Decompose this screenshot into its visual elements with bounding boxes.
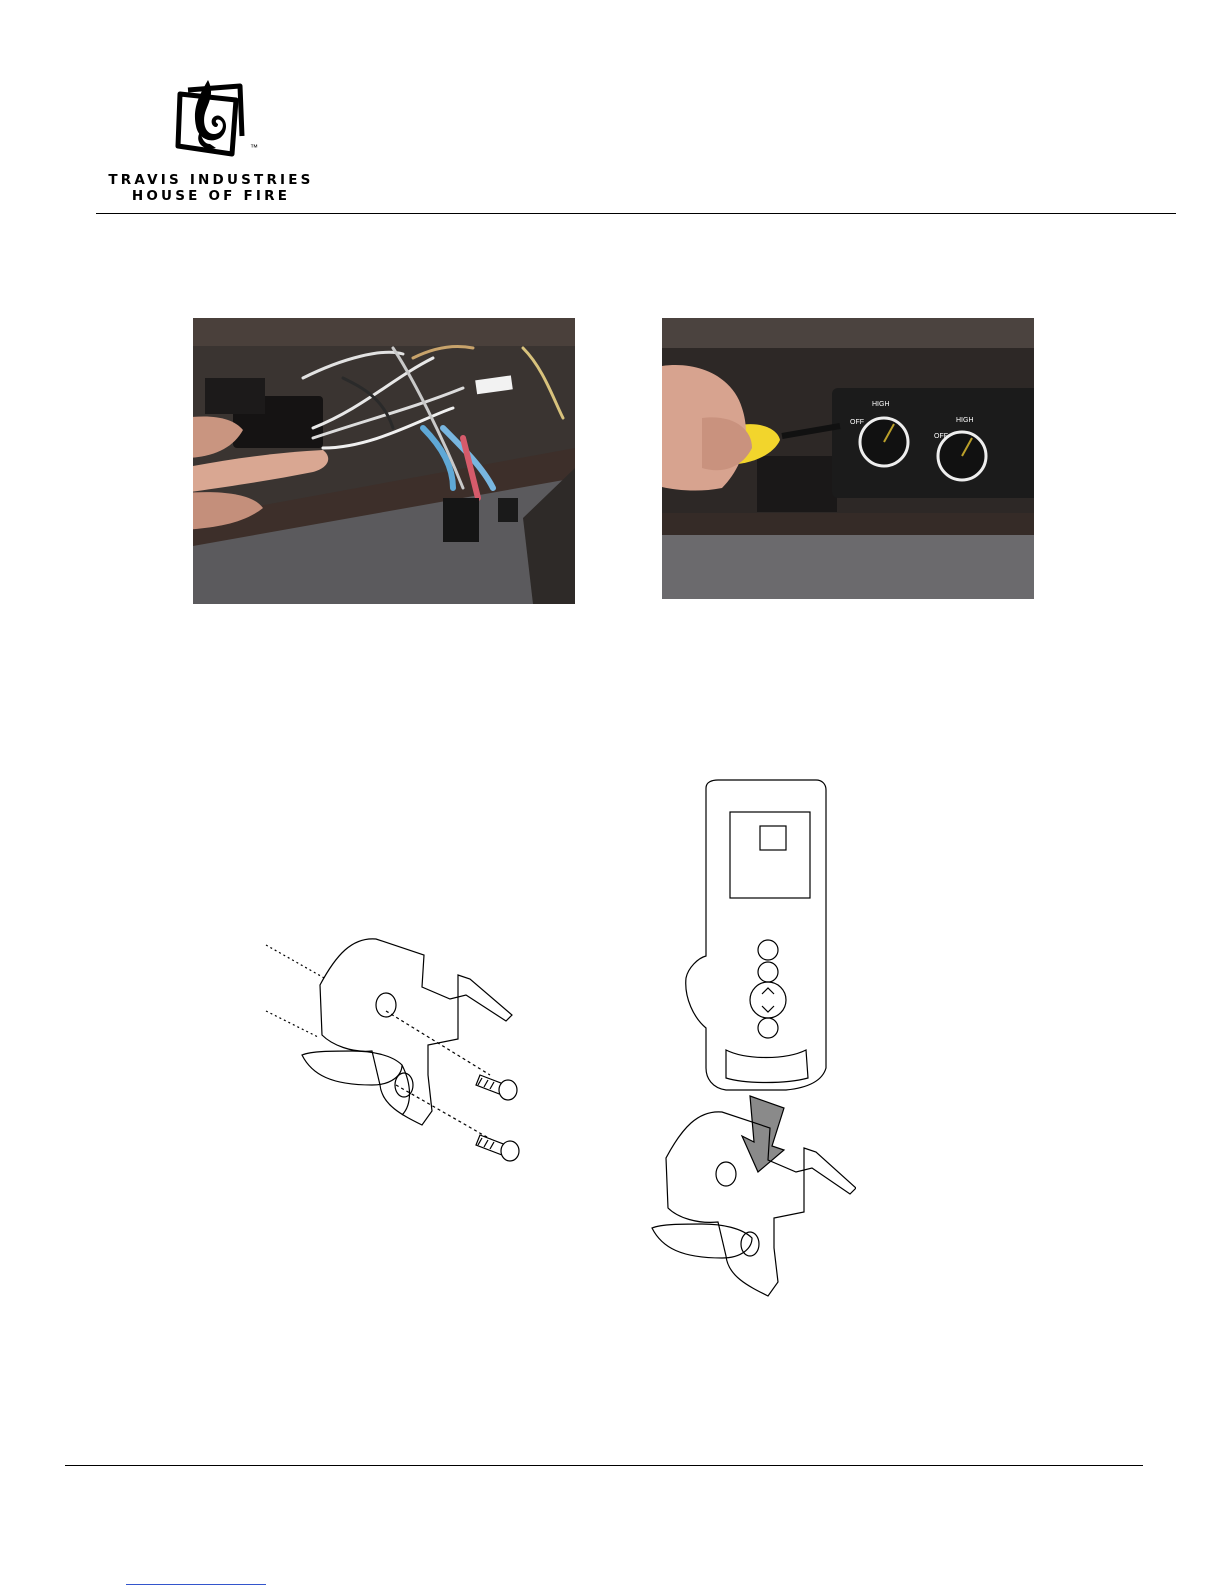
screw-bottom-icon <box>476 1135 519 1161</box>
left-knob-off-label: OFF <box>850 419 864 426</box>
brand-name: TRAVIS INDUSTRIES <box>108 172 314 188</box>
footer-link[interactable] <box>126 1556 266 1585</box>
insert-arrow-icon <box>742 1096 784 1172</box>
trademark-symbol: ™ <box>250 143 258 152</box>
remote-into-bracket-diagram <box>646 778 856 1298</box>
screw-top-icon <box>476 1075 517 1100</box>
control-knob-left-icon <box>860 418 908 466</box>
flame-frame-logo-icon <box>170 72 268 162</box>
wiring-connection-photo <box>193 318 575 604</box>
header-divider <box>96 213 1176 214</box>
footer-divider <box>65 1465 1143 1466</box>
wall-bracket-screws-diagram <box>262 935 528 1167</box>
right-knob-off-label: OFF <box>934 433 948 440</box>
control-panel-screwdriver-photo <box>662 318 1034 599</box>
remote-control-icon <box>686 780 826 1090</box>
brand-tagline: HOUSE OF FIRE <box>131 188 291 204</box>
left-knob-high-label: HIGH <box>872 401 890 408</box>
right-knob-high-label: HIGH <box>956 417 974 424</box>
